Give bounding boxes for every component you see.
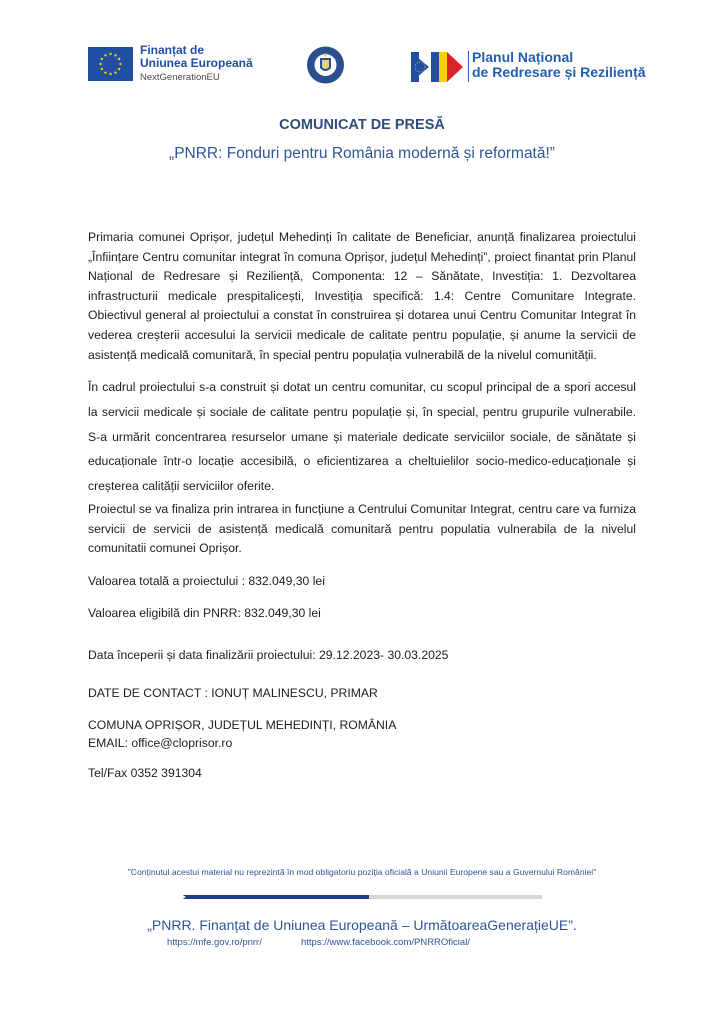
link-mfe[interactable]: https://mfe.gov.ro/pnrr/ — [167, 937, 262, 948]
eu-star-icon — [109, 53, 111, 55]
eu-star-icon — [118, 68, 120, 70]
eu-funding-logo — [140, 44, 253, 84]
phone: Tel/Fax 0352 391304 — [88, 766, 202, 780]
eu-star-icon — [114, 71, 116, 73]
footer-progress-fill — [182, 895, 369, 899]
eu-flag-icon — [88, 47, 133, 81]
footer-progress-bar — [182, 895, 542, 899]
page-title: COMUNICAT DE PRESĂ — [279, 117, 445, 133]
eligible-value: Valoarea eligibilă din PNRR: 832.049,30 lei — [88, 606, 321, 620]
paragraph-text: În cadrul proiectului s-a construit și dotat un centru comunitar, cu scopul principal de a spori accesul la servicii medicale și sociale de calitate pentru populație și, în special, pentru grupurile vulnerabile. S-a urmărit concentrarea resurselor umane și materiale dedicate serviciilor sociale, de sănătate și educaționale într-o locație accesibilă, o eficientizarea a cheltuielilor socio-medico-educaționale și creșterea calității serviciilor oferite. — [88, 380, 636, 494]
eu-star-icon — [104, 54, 106, 56]
paragraph-intro — [88, 228, 636, 365]
eu-star-icon — [101, 58, 103, 60]
disclaimer: "Conținutul acestui material nu reprezintă în mod obligatoriu poziția oficială a Uniunii Europene sau a Guvernului României" — [127, 867, 597, 877]
eu-logo-line2: Uniunea Europeană — [140, 56, 253, 70]
address: COMUNA OPRIȘOR, JUDEȚUL MEHEDINȚI, ROMÂNIA — [88, 718, 397, 732]
eu-star-icon — [118, 58, 120, 60]
pnrr-logo-divider — [468, 51, 469, 82]
link-facebook[interactable]: https://www.facebook.com/PNRROficial/ — [301, 937, 470, 948]
email[interactable]: EMAIL: office@cloprisor.ro — [88, 736, 233, 750]
pnrr-arrows-icon — [411, 52, 465, 82]
eu-star-icon — [119, 63, 121, 65]
paragraph-text: Proiectul se va finaliza prin intrarea in funcțiune a Centrului Comunitar Integrat, centru care va furniza servicii de servicii de asistență medicală comunitară pentru populatia vulnerabila de la nivelul comunitatii comunei Oprișor. — [88, 502, 636, 556]
pnrr-logo-line1: Planul Național — [472, 49, 574, 65]
contact-details: DATE DE CONTACT : IONUȚ MALINESCU, PRIMAR — [88, 686, 378, 700]
page-subtitle: „PNRR: Fonduri pentru România modernă și reformată!” — [169, 145, 555, 162]
eu-star-icon — [104, 71, 106, 73]
project-dates: Data începerii și data finalizării proiectului: 29.12.2023- 30.03.2025 — [88, 648, 449, 662]
paragraph-text: Primaria comunei Oprișor, județul Mehedinți în calitate de Beneficiar, anunță finalizarea proiectului „Înființare Centru comunitar integrat în comuna Oprișor, județul Mehedinți”, proiect finantat prin Planul Național de Redresare și Reziliență, Componenta: 12 – Sănătate, Investiția: 1. Dezvoltarea infrastructurii medicale prespitalicești, Investiția specifică: 1.4: Centre Comunitare Integrate. Obiectivul general al proiectului a constat în construirea și dotarea unui Centru Comunitar Integrat în vederea creșterii accesului la servicii medicale de calitate pentru populație, și anume la servicii de asistență medicală comunitară, în special pentru populația vulnerabilă de la nivelul comunității. — [88, 230, 636, 362]
eu-logo-line1: Finanțat de — [140, 43, 205, 57]
eu-star-icon — [114, 54, 116, 56]
eu-star-icon — [109, 73, 111, 75]
arrow-tip-icon — [181, 894, 186, 900]
footer-slogan: „PNRR. Finanțat de Uniunea Europeană – UrmătoareaGenerațieUE”. — [147, 917, 577, 933]
total-value: Valoarea totală a proiectului : 832.049,30 lei — [88, 574, 325, 588]
pnrr-logo-text — [472, 50, 646, 80]
guvernul-romaniei-seal-icon — [306, 43, 345, 87]
pnrr-logo-line2: de Redresare și Reziliență — [472, 64, 646, 80]
eu-star-icon — [101, 68, 103, 70]
paragraph-project — [88, 375, 636, 499]
paragraph-finalization — [88, 500, 636, 559]
eu-star-icon — [99, 63, 101, 65]
eu-logo-line3: NextGenerationEU — [140, 72, 220, 83]
